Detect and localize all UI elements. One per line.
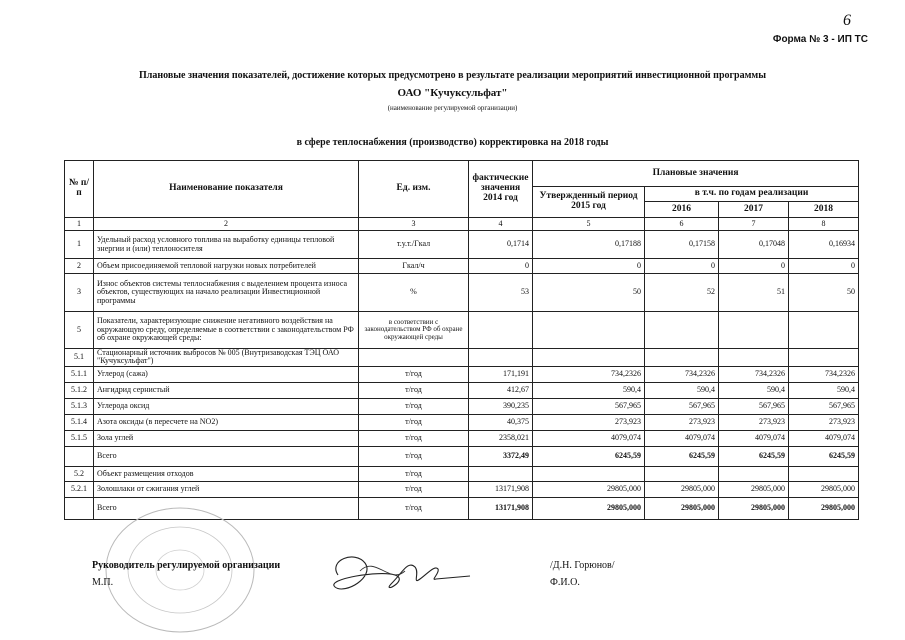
indicator-name-cell: Ангидрид сернистый <box>94 382 359 398</box>
approved-2015-cell: 50 <box>533 274 645 312</box>
indicator-name-cell: Углерода оксид <box>94 398 359 414</box>
indicator-name-cell: Углерод (сажа) <box>94 366 359 382</box>
approved-2015-cell: 0,17188 <box>533 231 645 259</box>
table-row <box>65 466 859 481</box>
fact-2014-cell: 3372,49 <box>469 446 533 466</box>
year-2016-cell: 29805,000 <box>645 481 719 497</box>
year-2017-cell <box>719 349 789 367</box>
fact-2014-cell <box>469 466 533 481</box>
index-cell: 2 <box>94 218 359 231</box>
year-2018-cell: 50 <box>789 274 859 312</box>
year-2016-cell: 4079,074 <box>645 430 719 446</box>
year-2017-cell <box>719 466 789 481</box>
year-2016-cell <box>645 466 719 481</box>
approved-2015-cell: 567,965 <box>533 398 645 414</box>
unit-cell: т/год <box>359 366 469 382</box>
index-cell: 1 <box>65 218 94 231</box>
year-2016-cell: 6245,59 <box>645 446 719 466</box>
unit-cell: т/год <box>359 398 469 414</box>
year-2017-cell: 4079,074 <box>719 430 789 446</box>
year-2017-cell: 0,17048 <box>719 231 789 259</box>
year-2018-cell: 29805,000 <box>789 497 859 519</box>
year-2016-cell: 0,17158 <box>645 231 719 259</box>
indicator-name-cell: Всего <box>94 497 359 519</box>
row-number-cell <box>65 446 94 466</box>
year-2017-cell: 567,965 <box>719 398 789 414</box>
header-year-2016: 2016 <box>645 202 719 218</box>
table-row <box>65 349 859 367</box>
fact-2014-cell: 412,67 <box>469 382 533 398</box>
indicator-name-cell: Стационарный источник выбросов № 005 (Внутризаводская ТЭЦ ОАО "Кучуксульфат") <box>94 349 359 367</box>
approved-2015-cell <box>533 349 645 367</box>
row-number-cell: 5 <box>65 312 94 349</box>
unit-cell: т/год <box>359 481 469 497</box>
column-index-row <box>65 218 859 231</box>
unit-cell: Гкал/ч <box>359 259 469 274</box>
table-row <box>65 414 859 430</box>
unit-cell: т/год <box>359 430 469 446</box>
fact-2014-cell: 390,235 <box>469 398 533 414</box>
fio-label: Ф.И.О. <box>550 577 580 588</box>
year-2018-cell: 4079,074 <box>789 430 859 446</box>
unit-cell: т/год <box>359 446 469 466</box>
table-row <box>65 366 859 382</box>
year-2016-cell: 734,2326 <box>645 366 719 382</box>
fact-2014-cell <box>469 349 533 367</box>
year-2017-cell: 0 <box>719 259 789 274</box>
row-number-cell: 5.1 <box>65 349 94 367</box>
organization-caption: (наименование регулируемой организации) <box>387 104 518 112</box>
unit-cell: % <box>359 274 469 312</box>
index-cell: 4 <box>469 218 533 231</box>
fact-2014-cell: 13171,908 <box>469 497 533 519</box>
table-row <box>65 382 859 398</box>
indicators-table <box>64 160 859 520</box>
unit-cell: т.у.т./Гкал <box>359 231 469 259</box>
year-2018-cell: 29805,000 <box>789 481 859 497</box>
approved-2015-cell <box>533 466 645 481</box>
approved-2015-cell: 29805,000 <box>533 481 645 497</box>
approved-2015-cell: 734,2326 <box>533 366 645 382</box>
year-2018-cell <box>789 466 859 481</box>
year-2017-cell <box>719 312 789 349</box>
indicator-name-cell: Всего <box>94 446 359 466</box>
year-2018-cell: 0,16934 <box>789 231 859 259</box>
approved-2015-cell: 590,4 <box>533 382 645 398</box>
header-fact: фактические значения 2014 год <box>469 161 533 218</box>
year-2016-cell: 0 <box>645 259 719 274</box>
table-row <box>65 398 859 414</box>
unit-cell: т/год <box>359 414 469 430</box>
form-number: Форма № 3 - ИП ТС <box>772 34 868 45</box>
year-2017-cell: 29805,000 <box>719 497 789 519</box>
header-approved: Утвержденный период 2015 год <box>533 187 645 218</box>
scope-subtitle: в сфере теплоснабжения (производство) корректировка на 2018 годы <box>296 137 609 148</box>
year-2018-cell: 567,965 <box>789 398 859 414</box>
year-2016-cell <box>645 349 719 367</box>
year-2017-cell: 590,4 <box>719 382 789 398</box>
year-2018-cell: 590,4 <box>789 382 859 398</box>
approved-2015-cell: 6245,59 <box>533 446 645 466</box>
row-number-cell: 5.1.4 <box>65 414 94 430</box>
table-row <box>65 274 859 312</box>
year-2017-cell: 51 <box>719 274 789 312</box>
indicator-name-cell: Удельный расход условного топлива на выработку единицы тепловой энергии и (или) теплоносителя <box>94 231 359 259</box>
year-2016-cell: 590,4 <box>645 382 719 398</box>
row-number-cell: 5.1.3 <box>65 398 94 414</box>
row-number-cell: 1 <box>65 231 94 259</box>
header-planned: Плановые значения <box>533 161 859 187</box>
unit-cell <box>359 349 469 367</box>
year-2016-cell: 52 <box>645 274 719 312</box>
page-number: 6 <box>843 12 851 29</box>
year-2018-cell: 6245,59 <box>789 446 859 466</box>
indicator-name-cell: Объект размещения отходов <box>94 466 359 481</box>
year-2018-cell: 734,2326 <box>789 366 859 382</box>
approved-2015-cell: 29805,000 <box>533 497 645 519</box>
fact-2014-cell: 13171,908 <box>469 481 533 497</box>
unit-cell: в соответствии с законодательством РФ об охране окружающей среды <box>359 312 469 349</box>
approved-2015-cell: 273,923 <box>533 414 645 430</box>
table-row <box>65 259 859 274</box>
document-title: Плановые значения показателей, достижение которых предусмотрено в результате реализации мероприятий инвестиционной программы <box>138 70 767 81</box>
header-year-2018: 2018 <box>789 202 859 218</box>
approved-2015-cell <box>533 312 645 349</box>
fact-2014-cell: 0,1714 <box>469 231 533 259</box>
year-2016-cell <box>645 312 719 349</box>
fact-2014-cell: 171,191 <box>469 366 533 382</box>
table-row <box>65 446 859 466</box>
indicator-name-cell: Объем присоединяемой тепловой нагрузки новых потребителей <box>94 259 359 274</box>
organization-name: ОАО "Кучуксульфат" <box>397 87 508 99</box>
indicator-name-cell: Зола углей <box>94 430 359 446</box>
approved-2015-cell: 4079,074 <box>533 430 645 446</box>
fact-2014-cell: 0 <box>469 259 533 274</box>
signer-name: /Д.Н. Горюнов/ <box>550 560 615 571</box>
row-number-cell: 5.2 <box>65 466 94 481</box>
table-row <box>65 481 859 497</box>
year-2017-cell: 734,2326 <box>719 366 789 382</box>
indicator-name-cell: Золошлаки от сжигания углей <box>94 481 359 497</box>
unit-cell: т/год <box>359 497 469 519</box>
year-2016-cell: 29805,000 <box>645 497 719 519</box>
unit-cell: т/год <box>359 466 469 481</box>
header-unit: Ед. изм. <box>359 161 469 218</box>
year-2016-cell: 567,965 <box>645 398 719 414</box>
signature <box>320 545 480 600</box>
row-number-cell: 2 <box>65 259 94 274</box>
indicator-name-cell: Азота оксиды (в пересчете на NO2) <box>94 414 359 430</box>
table-row <box>65 231 859 259</box>
seal-place-label: М.П. <box>92 577 114 588</box>
fact-2014-cell: 53 <box>469 274 533 312</box>
fact-2014-cell: 40,375 <box>469 414 533 430</box>
year-2018-cell <box>789 312 859 349</box>
index-cell: 5 <box>533 218 645 231</box>
index-cell: 3 <box>359 218 469 231</box>
year-2016-cell: 273,923 <box>645 414 719 430</box>
year-2018-cell <box>789 349 859 367</box>
unit-cell: т/год <box>359 382 469 398</box>
fact-2014-cell: 2358,021 <box>469 430 533 446</box>
year-2017-cell: 273,923 <box>719 414 789 430</box>
table-row <box>65 312 859 349</box>
header-year-2017: 2017 <box>719 202 789 218</box>
row-number-cell: 5.1.5 <box>65 430 94 446</box>
header-name: Наименование показателя <box>94 161 359 218</box>
row-number-cell: 3 <box>65 274 94 312</box>
year-2018-cell: 273,923 <box>789 414 859 430</box>
table-row <box>65 430 859 446</box>
row-number-cell: 5.2.1 <box>65 481 94 497</box>
fact-2014-cell <box>469 312 533 349</box>
header-by-years: в т.ч. по годам реализации <box>645 187 859 202</box>
index-cell: 8 <box>789 218 859 231</box>
head-of-organization-label: Руководитель регулируемой организации <box>92 560 281 571</box>
index-cell: 6 <box>645 218 719 231</box>
indicator-name-cell: Износ объектов системы теплоснабжения с выделением процента износа объектов, существующих на начало реализации Инвестиционной программы <box>94 274 359 312</box>
year-2017-cell: 29805,000 <box>719 481 789 497</box>
year-2018-cell: 0 <box>789 259 859 274</box>
approved-2015-cell: 0 <box>533 259 645 274</box>
index-cell: 7 <box>719 218 789 231</box>
indicator-name-cell: Показатели, характеризующие снижение негативного воздействия на окружающую среду, определяемые в соответствии с законодательством РФ об охране окружающей среды: <box>94 312 359 349</box>
row-number-cell: 5.1.1 <box>65 366 94 382</box>
row-number-cell: 5.1.2 <box>65 382 94 398</box>
year-2017-cell: 6245,59 <box>719 446 789 466</box>
header-num: № п/п <box>65 161 94 218</box>
row-number-cell <box>65 497 94 519</box>
